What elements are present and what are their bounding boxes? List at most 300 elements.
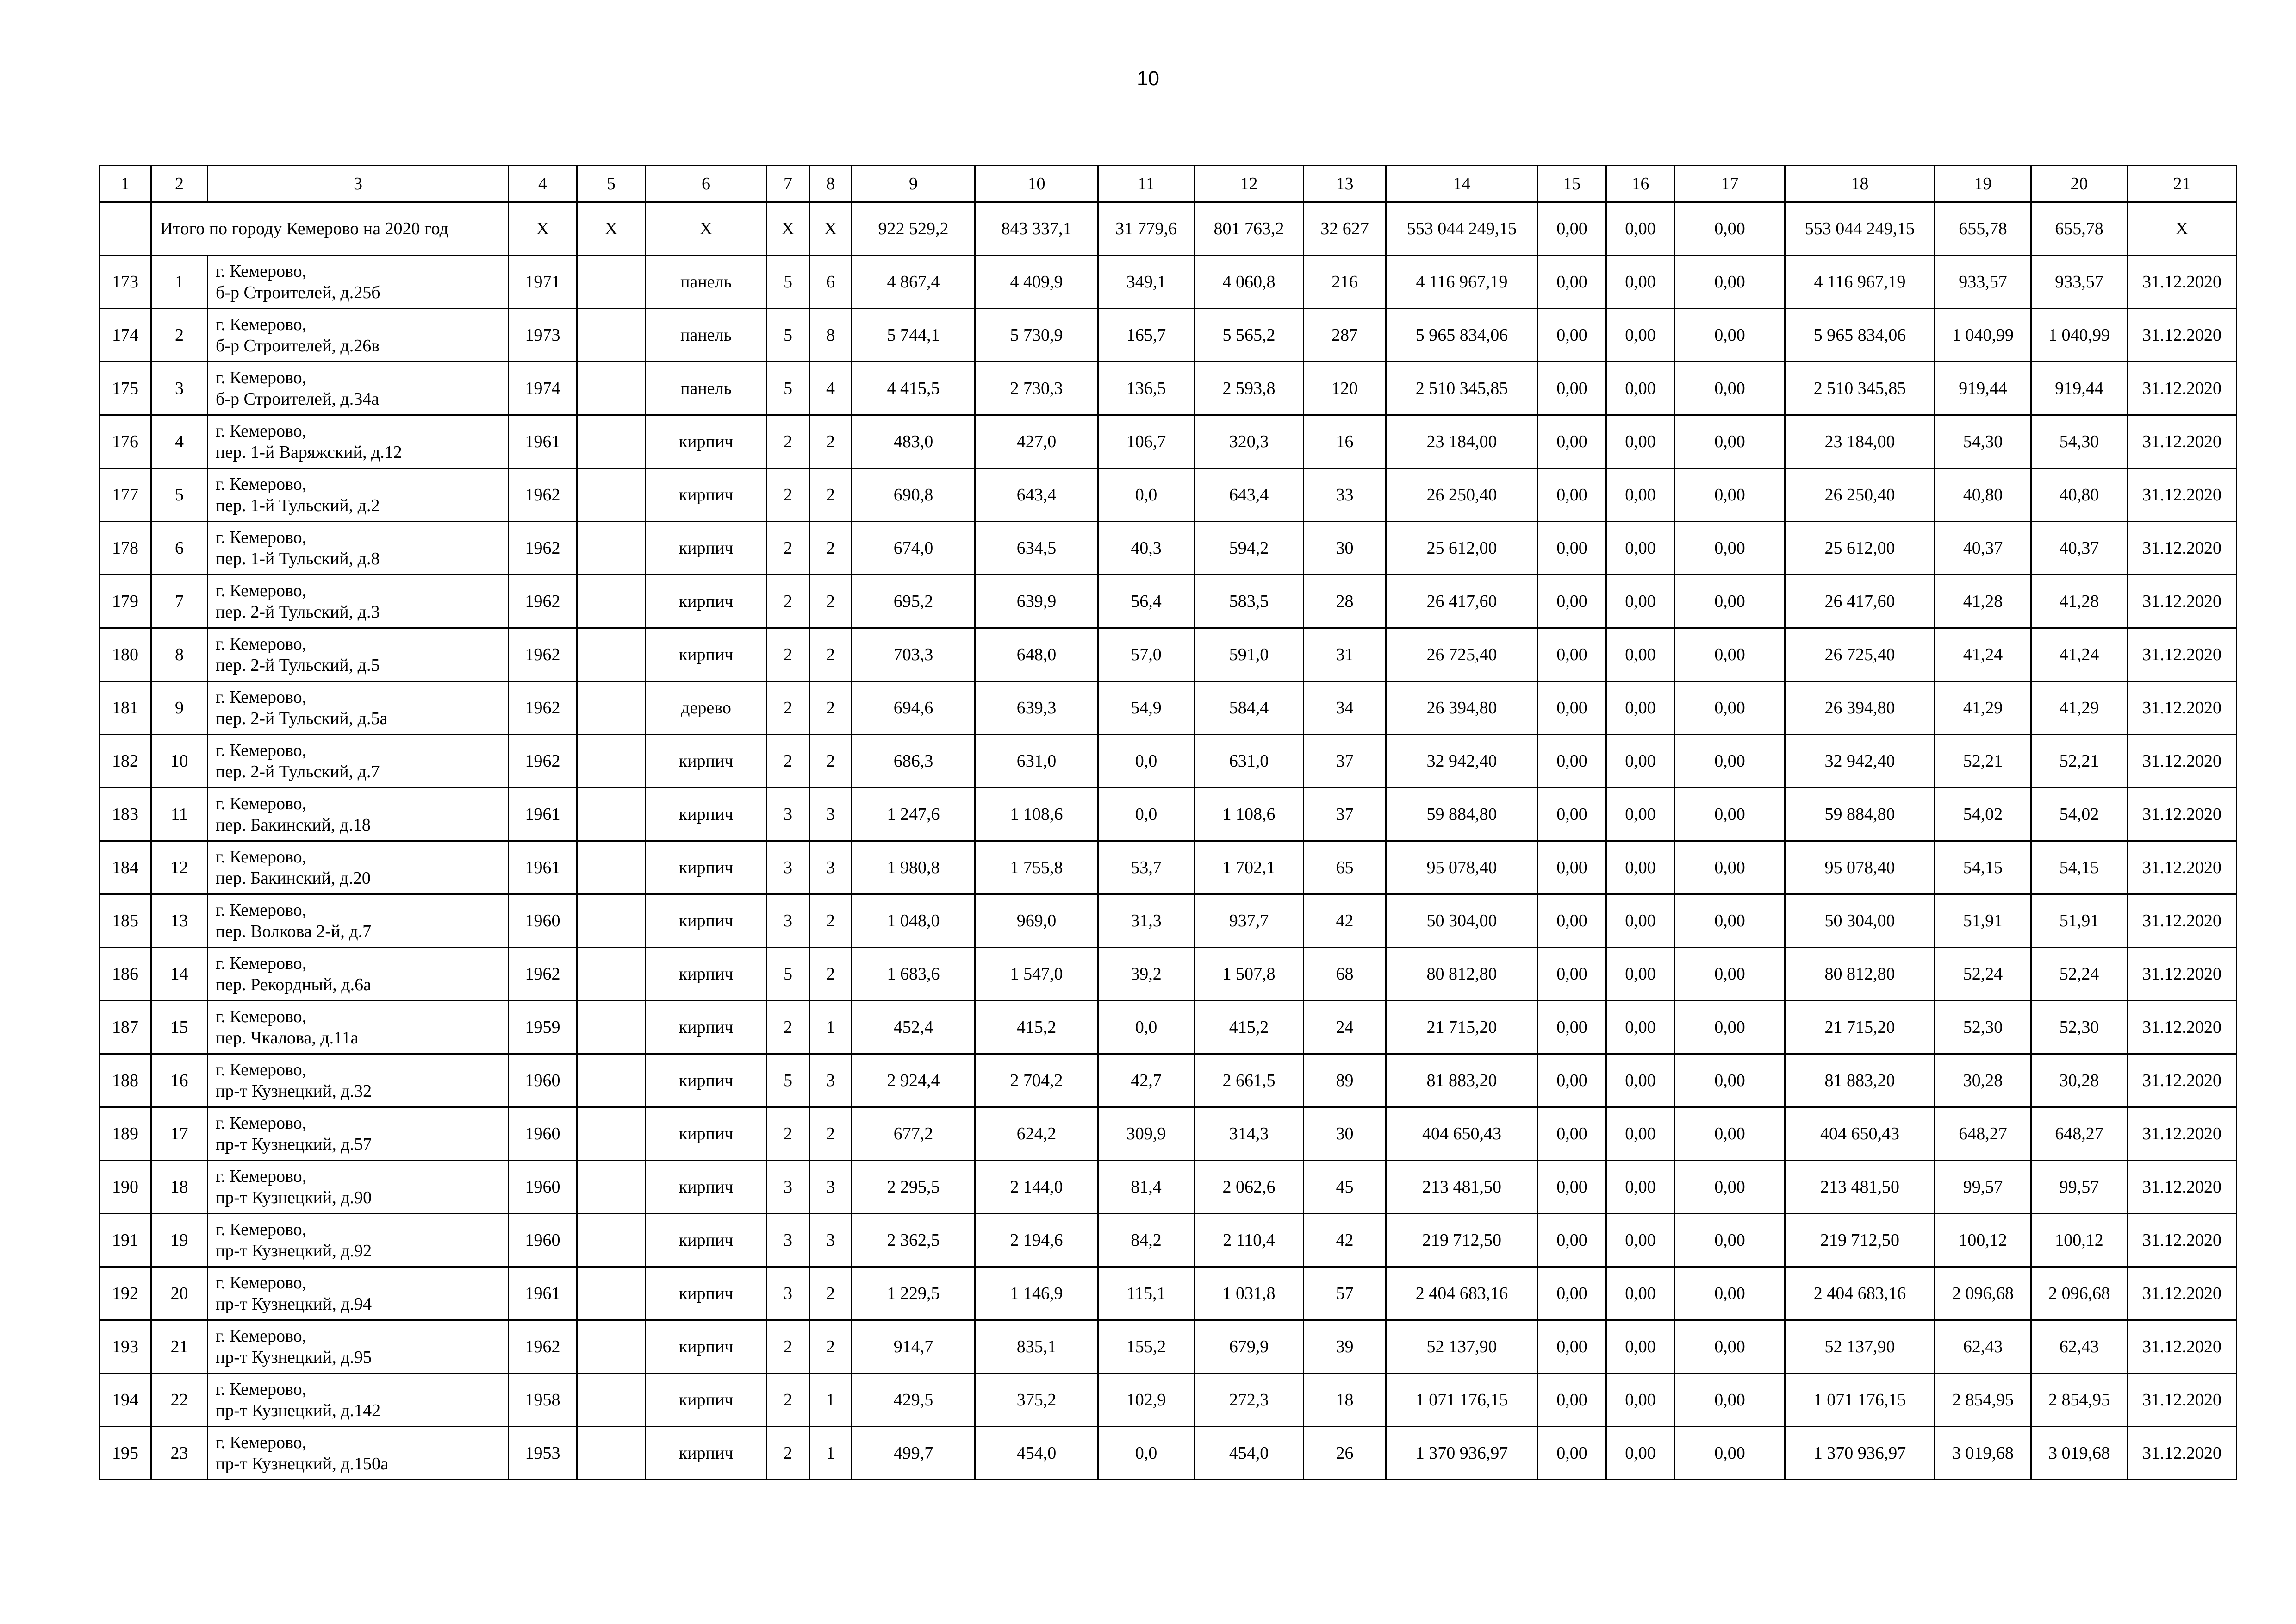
address-street: пр-т Кузнецкий, д.94 — [216, 1294, 372, 1314]
cell-c19: 54,02 — [1935, 788, 2031, 841]
cell-c9: 452,4 — [852, 1001, 975, 1054]
table-row — [100, 948, 2237, 1001]
cell-c18: 80 812,80 — [1785, 948, 1935, 1001]
cell-c16: 0,00 — [1606, 415, 1675, 468]
cell-c19: 919,44 — [1935, 362, 2031, 415]
cell-year: 1960 — [509, 1214, 577, 1267]
cell-c17: 0,00 — [1675, 1161, 1785, 1214]
cell-c16: 0,00 — [1606, 841, 1675, 894]
total-cell: X — [509, 202, 577, 256]
column-number-header: 7 — [767, 166, 809, 202]
cell-c12: 415,2 — [1195, 1001, 1304, 1054]
cell-c17: 0,00 — [1675, 628, 1785, 681]
column-number-header: 19 — [1935, 166, 2031, 202]
cell-c12: 2 110,4 — [1195, 1214, 1304, 1267]
total-cell: 553 044 249,15 — [1386, 202, 1538, 256]
address-city: г. Кемерово, — [216, 1380, 307, 1399]
cell-i: 14 — [151, 948, 208, 1001]
cell-c18: 95 078,40 — [1785, 841, 1935, 894]
cell-c8: 3 — [809, 1214, 852, 1267]
address-cell — [208, 468, 509, 522]
cell-n: 182 — [100, 735, 151, 788]
cell-c16: 0,00 — [1606, 788, 1675, 841]
cell-c11: 53,7 — [1098, 841, 1195, 894]
cell-c19: 52,24 — [1935, 948, 2031, 1001]
cell-c13: 37 — [1304, 788, 1386, 841]
cell-c7: 5 — [767, 256, 809, 309]
cell-c15: 0,00 — [1538, 309, 1606, 362]
cell-c8: 1 — [809, 1001, 852, 1054]
address-street: пер. Чкалова, д.11а — [216, 1028, 359, 1048]
cell-c11: 106,7 — [1098, 415, 1195, 468]
column-number-header: 16 — [1606, 166, 1675, 202]
cell-n: 183 — [100, 788, 151, 841]
cell-c9: 4 415,5 — [852, 362, 975, 415]
cell-c19: 52,30 — [1935, 1001, 2031, 1054]
cell-i: 15 — [151, 1001, 208, 1054]
cell-c14: 2 510 345,85 — [1386, 362, 1538, 415]
cell-c18: 26 417,60 — [1785, 575, 1935, 628]
cell-c10: 454,0 — [975, 1427, 1098, 1480]
cell-c12: 643,4 — [1195, 468, 1304, 522]
cell-c5 — [577, 788, 646, 841]
cell-c21: 31.12.2020 — [2128, 681, 2237, 735]
cell-year: 1962 — [509, 735, 577, 788]
cell-n: 176 — [100, 415, 151, 468]
cell-c16: 0,00 — [1606, 1320, 1675, 1374]
address-city: г. Кемерово, — [216, 687, 307, 707]
cell-c21: 31.12.2020 — [2128, 1001, 2237, 1054]
cell-c21: 31.12.2020 — [2128, 948, 2237, 1001]
cell-c10: 1 108,6 — [975, 788, 1098, 841]
cell-c10: 643,4 — [975, 468, 1098, 522]
cell-c7: 2 — [767, 1320, 809, 1374]
cell-c7: 3 — [767, 1214, 809, 1267]
cell-c13: 42 — [1304, 894, 1386, 948]
cell-c13: 42 — [1304, 1214, 1386, 1267]
cell-c14: 21 715,20 — [1386, 1001, 1538, 1054]
cell-mat: кирпич — [646, 1320, 767, 1374]
cell-c16: 0,00 — [1606, 1374, 1675, 1427]
cell-c15: 0,00 — [1538, 1320, 1606, 1374]
cell-mat: кирпич — [646, 1214, 767, 1267]
cell-c12: 1 108,6 — [1195, 788, 1304, 841]
cell-year: 1962 — [509, 1320, 577, 1374]
table-row — [100, 256, 2237, 309]
address-street: б-р Строителей, д.34а — [216, 389, 380, 409]
table-row — [100, 522, 2237, 575]
cell-c17: 0,00 — [1675, 788, 1785, 841]
cell-c11: 102,9 — [1098, 1374, 1195, 1427]
cell-n: 192 — [100, 1267, 151, 1320]
column-number-header: 11 — [1098, 166, 1195, 202]
cell-c13: 28 — [1304, 575, 1386, 628]
cell-n: 187 — [100, 1001, 151, 1054]
cell-i: 8 — [151, 628, 208, 681]
cell-c19: 41,28 — [1935, 575, 2031, 628]
cell-mat: панель — [646, 309, 767, 362]
cell-c11: 155,2 — [1098, 1320, 1195, 1374]
cell-c15: 0,00 — [1538, 948, 1606, 1001]
cell-c9: 1 048,0 — [852, 894, 975, 948]
cell-c7: 3 — [767, 1267, 809, 1320]
cell-c14: 50 304,00 — [1386, 894, 1538, 948]
cell-c7: 5 — [767, 309, 809, 362]
address-street: пер. 2-й Тульский, д.7 — [216, 762, 380, 781]
cell-c19: 62,43 — [1935, 1320, 2031, 1374]
table-row — [100, 735, 2237, 788]
cell-c18: 4 116 967,19 — [1785, 256, 1935, 309]
table-row — [100, 575, 2237, 628]
cell-c5 — [577, 1320, 646, 1374]
column-number-header: 4 — [509, 166, 577, 202]
column-number-header: 17 — [1675, 166, 1785, 202]
cell-c11: 0,0 — [1098, 1001, 1195, 1054]
table-row — [100, 1214, 2237, 1267]
column-number-header: 8 — [809, 166, 852, 202]
cell-c8: 1 — [809, 1374, 852, 1427]
cell-year: 1960 — [509, 1161, 577, 1214]
cell-c7: 2 — [767, 415, 809, 468]
cell-c11: 42,7 — [1098, 1054, 1195, 1107]
cell-i: 18 — [151, 1161, 208, 1214]
cell-year: 1961 — [509, 788, 577, 841]
cell-c11: 39,2 — [1098, 948, 1195, 1001]
cell-c19: 2 096,68 — [1935, 1267, 2031, 1320]
cell-c10: 415,2 — [975, 1001, 1098, 1054]
cell-mat: кирпич — [646, 575, 767, 628]
address-city: г. Кемерово, — [216, 1007, 307, 1026]
cell-year: 1962 — [509, 575, 577, 628]
cell-c17: 0,00 — [1675, 468, 1785, 522]
cell-mat: кирпич — [646, 1107, 767, 1161]
address-street: пер. Бакинский, д.20 — [216, 868, 371, 888]
cell-c9: 2 924,4 — [852, 1054, 975, 1107]
cell-c12: 454,0 — [1195, 1427, 1304, 1480]
cell-c17: 0,00 — [1675, 575, 1785, 628]
address-street: пер. 1-й Тульский, д.8 — [216, 549, 380, 568]
cell-c5 — [577, 362, 646, 415]
cell-c11: 0,0 — [1098, 468, 1195, 522]
column-number-header: 1 — [100, 166, 151, 202]
cell-c16: 0,00 — [1606, 1214, 1675, 1267]
cell-c15: 0,00 — [1538, 522, 1606, 575]
cell-c9: 1 229,5 — [852, 1267, 975, 1320]
address-street: пер. 2-й Тульский, д.5а — [216, 709, 388, 728]
address-cell — [208, 1054, 509, 1107]
total-cell: 0,00 — [1675, 202, 1785, 256]
cell-c19: 1 040,99 — [1935, 309, 2031, 362]
cell-c8: 2 — [809, 415, 852, 468]
total-cell: X — [577, 202, 646, 256]
cell-c10: 969,0 — [975, 894, 1098, 948]
cell-c21: 31.12.2020 — [2128, 468, 2237, 522]
cell-n: 186 — [100, 948, 151, 1001]
cell-c9: 2 295,5 — [852, 1161, 975, 1214]
cell-c19: 30,28 — [1935, 1054, 2031, 1107]
cell-c19: 40,80 — [1935, 468, 2031, 522]
cell-c20: 54,15 — [2031, 841, 2128, 894]
cell-c11: 54,9 — [1098, 681, 1195, 735]
column-number-header: 9 — [852, 166, 975, 202]
cell-c5 — [577, 309, 646, 362]
cell-c10: 5 730,9 — [975, 309, 1098, 362]
cell-c7: 2 — [767, 522, 809, 575]
table-row — [100, 1320, 2237, 1374]
cell-c5 — [577, 1054, 646, 1107]
cell-c13: 37 — [1304, 735, 1386, 788]
cell-c7: 2 — [767, 1427, 809, 1480]
cell-c17: 0,00 — [1675, 1054, 1785, 1107]
address-cell — [208, 522, 509, 575]
cell-c21: 31.12.2020 — [2128, 575, 2237, 628]
cell-c17: 0,00 — [1675, 362, 1785, 415]
cell-c16: 0,00 — [1606, 309, 1675, 362]
cell-c5 — [577, 841, 646, 894]
cell-c18: 23 184,00 — [1785, 415, 1935, 468]
address-city: г. Кемерово, — [216, 581, 307, 600]
cell-i: 11 — [151, 788, 208, 841]
cell-n: 190 — [100, 1161, 151, 1214]
cell-c7: 2 — [767, 1001, 809, 1054]
address-city: г. Кемерово, — [216, 368, 307, 387]
cell-mat: кирпич — [646, 1001, 767, 1054]
table-row — [100, 1427, 2237, 1480]
cell-n: 195 — [100, 1427, 151, 1480]
cell-c16: 0,00 — [1606, 522, 1675, 575]
cell-c7: 2 — [767, 681, 809, 735]
cell-c15: 0,00 — [1538, 841, 1606, 894]
cell-c19: 40,37 — [1935, 522, 2031, 575]
address-cell — [208, 841, 509, 894]
cell-c20: 54,30 — [2031, 415, 2128, 468]
cell-c5 — [577, 1267, 646, 1320]
cell-c9: 499,7 — [852, 1427, 975, 1480]
cell-c11: 0,0 — [1098, 1427, 1195, 1480]
cell-c20: 3 019,68 — [2031, 1427, 2128, 1480]
cell-c18: 52 137,90 — [1785, 1320, 1935, 1374]
cell-c17: 0,00 — [1675, 735, 1785, 788]
cell-c18: 1 071 176,15 — [1785, 1374, 1935, 1427]
cell-c20: 52,21 — [2031, 735, 2128, 788]
cell-c13: 45 — [1304, 1161, 1386, 1214]
cell-c9: 914,7 — [852, 1320, 975, 1374]
cell-c5 — [577, 735, 646, 788]
cell-c13: 89 — [1304, 1054, 1386, 1107]
cell-c9: 694,6 — [852, 681, 975, 735]
cell-c12: 5 565,2 — [1195, 309, 1304, 362]
cell-mat: кирпич — [646, 735, 767, 788]
address-city: г. Кемерово, — [216, 900, 307, 920]
cell-c18: 213 481,50 — [1785, 1161, 1935, 1214]
cell-c12: 314,3 — [1195, 1107, 1304, 1161]
cell-i: 6 — [151, 522, 208, 575]
cell-n: 181 — [100, 681, 151, 735]
cell-c13: 30 — [1304, 1107, 1386, 1161]
total-cell: X — [646, 202, 767, 256]
address-city: г. Кемерово, — [216, 421, 307, 441]
column-number-header: 6 — [646, 166, 767, 202]
cell-c19: 100,12 — [1935, 1214, 2031, 1267]
address-cell — [208, 256, 509, 309]
address-city: г. Кемерово, — [216, 634, 307, 654]
address-cell — [208, 1001, 509, 1054]
cell-c16: 0,00 — [1606, 735, 1675, 788]
address-city: г. Кемерово, — [216, 1167, 307, 1186]
cell-n: 193 — [100, 1320, 151, 1374]
cell-i: 20 — [151, 1267, 208, 1320]
cell-c16: 0,00 — [1606, 1001, 1675, 1054]
cell-c10: 639,9 — [975, 575, 1098, 628]
address-city: г. Кемерово, — [216, 847, 307, 867]
cell-c18: 26 394,80 — [1785, 681, 1935, 735]
cell-c10: 648,0 — [975, 628, 1098, 681]
cell-c13: 65 — [1304, 841, 1386, 894]
cell-c20: 99,57 — [2031, 1161, 2128, 1214]
cell-c12: 591,0 — [1195, 628, 1304, 681]
total-cell: X — [809, 202, 852, 256]
cell-c21: 31.12.2020 — [2128, 415, 2237, 468]
address-cell — [208, 628, 509, 681]
cell-year: 1959 — [509, 1001, 577, 1054]
cell-c9: 1 683,6 — [852, 948, 975, 1001]
cell-i: 10 — [151, 735, 208, 788]
cell-c21: 31.12.2020 — [2128, 735, 2237, 788]
cell-c13: 287 — [1304, 309, 1386, 362]
cell-c14: 52 137,90 — [1386, 1320, 1538, 1374]
cell-c9: 686,3 — [852, 735, 975, 788]
address-street: пер. 2-й Тульский, д.5 — [216, 656, 380, 675]
cell-c12: 320,3 — [1195, 415, 1304, 468]
cell-c17: 0,00 — [1675, 948, 1785, 1001]
cell-c15: 0,00 — [1538, 1001, 1606, 1054]
cell-c13: 34 — [1304, 681, 1386, 735]
cell-c21: 31.12.2020 — [2128, 788, 2237, 841]
housing-registry-table — [99, 165, 2237, 1480]
cell-c16: 0,00 — [1606, 681, 1675, 735]
cell-c19: 41,29 — [1935, 681, 2031, 735]
cell-c18: 2 404 683,16 — [1785, 1267, 1935, 1320]
cell-c9: 690,8 — [852, 468, 975, 522]
cell-c16: 0,00 — [1606, 362, 1675, 415]
address-city: г. Кемерово, — [216, 1220, 307, 1239]
address-city: г. Кемерово, — [216, 262, 307, 281]
cell-c20: 919,44 — [2031, 362, 2128, 415]
cell-c12: 1 031,8 — [1195, 1267, 1304, 1320]
cell-mat: кирпич — [646, 894, 767, 948]
cell-c7: 2 — [767, 1374, 809, 1427]
cell-mat: дерево — [646, 681, 767, 735]
cell-c7: 2 — [767, 735, 809, 788]
cell-i: 9 — [151, 681, 208, 735]
column-number-header: 2 — [151, 166, 208, 202]
cell-c9: 5 744,1 — [852, 309, 975, 362]
address-street: пр-т Кузнецкий, д.57 — [216, 1135, 372, 1154]
cell-c10: 624,2 — [975, 1107, 1098, 1161]
cell-n: 178 — [100, 522, 151, 575]
cell-c19: 54,30 — [1935, 415, 2031, 468]
address-city: г. Кемерово, — [216, 1273, 307, 1293]
cell-c20: 52,30 — [2031, 1001, 2128, 1054]
cell-c19: 51,91 — [1935, 894, 2031, 948]
cell-c11: 81,4 — [1098, 1161, 1195, 1214]
cell-c9: 2 362,5 — [852, 1214, 975, 1267]
cell-c8: 6 — [809, 256, 852, 309]
cell-c15: 0,00 — [1538, 362, 1606, 415]
cell-c13: 68 — [1304, 948, 1386, 1001]
column-number-row — [100, 166, 2237, 202]
cell-c16: 0,00 — [1606, 1161, 1675, 1214]
cell-c14: 25 612,00 — [1386, 522, 1538, 575]
cell-c8: 2 — [809, 628, 852, 681]
cell-c20: 40,37 — [2031, 522, 2128, 575]
cell-c16: 0,00 — [1606, 628, 1675, 681]
cell-c17: 0,00 — [1675, 841, 1785, 894]
cell-c19: 2 854,95 — [1935, 1374, 2031, 1427]
cell-c14: 26 725,40 — [1386, 628, 1538, 681]
cell-n: 180 — [100, 628, 151, 681]
address-cell — [208, 415, 509, 468]
address-cell — [208, 948, 509, 1001]
cell-c10: 1 547,0 — [975, 948, 1098, 1001]
cell-c14: 32 942,40 — [1386, 735, 1538, 788]
cell-c21: 31.12.2020 — [2128, 1320, 2237, 1374]
cell-c15: 0,00 — [1538, 735, 1606, 788]
cell-c5 — [577, 1161, 646, 1214]
cell-c13: 26 — [1304, 1427, 1386, 1480]
cell-c19: 99,57 — [1935, 1161, 2031, 1214]
address-cell — [208, 788, 509, 841]
cell-c20: 1 040,99 — [2031, 309, 2128, 362]
cell-c9: 1 980,8 — [852, 841, 975, 894]
cell-c5 — [577, 894, 646, 948]
table-row — [100, 841, 2237, 894]
cell-c18: 26 250,40 — [1785, 468, 1935, 522]
cell-i: 1 — [151, 256, 208, 309]
address-cell — [208, 681, 509, 735]
cell-c16: 0,00 — [1606, 1267, 1675, 1320]
cell-year: 1961 — [509, 841, 577, 894]
cell-c9: 703,3 — [852, 628, 975, 681]
table-row — [100, 1161, 2237, 1214]
cell-c5 — [577, 415, 646, 468]
cell-mat: кирпич — [646, 1427, 767, 1480]
total-row — [100, 202, 2237, 256]
cell-c5 — [577, 1001, 646, 1054]
cell-c14: 26 417,60 — [1386, 575, 1538, 628]
cell-mat: кирпич — [646, 1267, 767, 1320]
cell-mat: кирпич — [646, 468, 767, 522]
cell-c11: 165,7 — [1098, 309, 1195, 362]
address-street: пр-т Кузнецкий, д.142 — [216, 1401, 381, 1420]
cell-year: 1962 — [509, 681, 577, 735]
cell-c19: 54,15 — [1935, 841, 2031, 894]
cell-c12: 631,0 — [1195, 735, 1304, 788]
cell-c8: 8 — [809, 309, 852, 362]
table-row — [100, 1001, 2237, 1054]
address-city: г. Кемерово, — [216, 954, 307, 973]
table-row — [100, 681, 2237, 735]
cell-n: 188 — [100, 1054, 151, 1107]
cell-c15: 0,00 — [1538, 788, 1606, 841]
table-row — [100, 788, 2237, 841]
cell-i: 17 — [151, 1107, 208, 1161]
total-cell: 655,78 — [2031, 202, 2128, 256]
cell-c20: 100,12 — [2031, 1214, 2128, 1267]
address-cell — [208, 735, 509, 788]
cell-year: 1961 — [509, 1267, 577, 1320]
cell-c18: 81 883,20 — [1785, 1054, 1935, 1107]
